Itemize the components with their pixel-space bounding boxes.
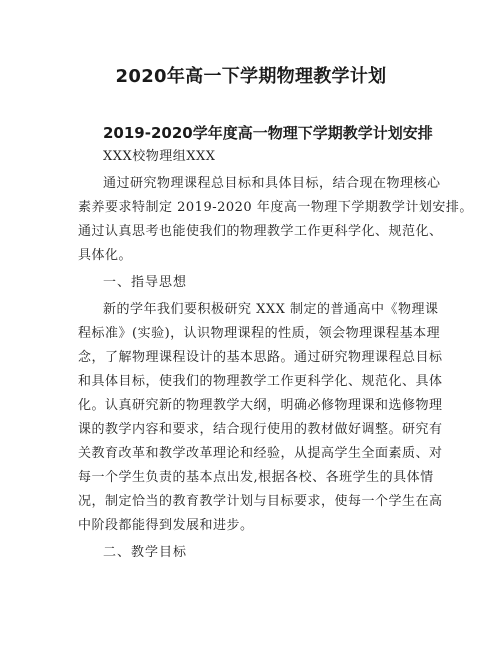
author-line: XXX校物理组XXX [103,149,216,164]
guiding-paragraph-line: 程标准》(实验)，认识物理课程的性质，领会物理课程基本理 [78,326,441,341]
guiding-paragraph-line: 化。认真研究新的物理教学大纲，明确必修物理课和选修物理 [78,398,443,413]
guiding-paragraph-line: 每一个学生负责的基本点出发,根据各校、各班学生的具体情 [78,470,434,485]
guiding-paragraph-line: 关教育改革和教学改革理论和经验，从提高学生全面素质、对 [78,446,443,461]
intro-paragraph-line: 具体化。 [78,248,133,263]
document-title: 2020年高一下学期物理教学计划 [115,66,387,87]
guiding-paragraph-line: 念，了解物理课程设计的基本思路。通过研究物理课程总目标 [78,350,443,365]
heading-guiding-principle: 一、指导思想 [103,275,188,290]
intro-paragraph-line: 通过认真思考也能使我们的物理教学工作更科学化、规范化、 [78,224,443,239]
heading-teaching-goals: 二、教学目标 [103,545,188,560]
guiding-paragraph-line: 中阶段都能得到发展和进步。 [78,518,254,533]
guiding-paragraph-line: 课的教学内容和要求，结合现行使用的教材做好调整。研究有 [78,422,443,437]
intro-paragraph-line: 通过研究物理课程总目标和具体目标，结合现在物理核心 [103,176,441,191]
guiding-paragraph-line: 新的学年我们要积极研究 XXX 制定的普通高中《物理课 [103,302,439,317]
guiding-paragraph-line: 况，制定恰当的教育教学计划与目标要求，使每一个学生在高 [78,494,443,509]
intro-paragraph-line: 素养要求特制定 2019-2020 年度高一物理下学期教学计划安排。 [78,200,473,215]
guiding-paragraph-line: 和具体目标，使我们的物理教学工作更科学化、规范化、具体 [78,374,443,389]
section-title: 2019-2020学年度高一物理下学期教学计划安排 [103,124,433,142]
